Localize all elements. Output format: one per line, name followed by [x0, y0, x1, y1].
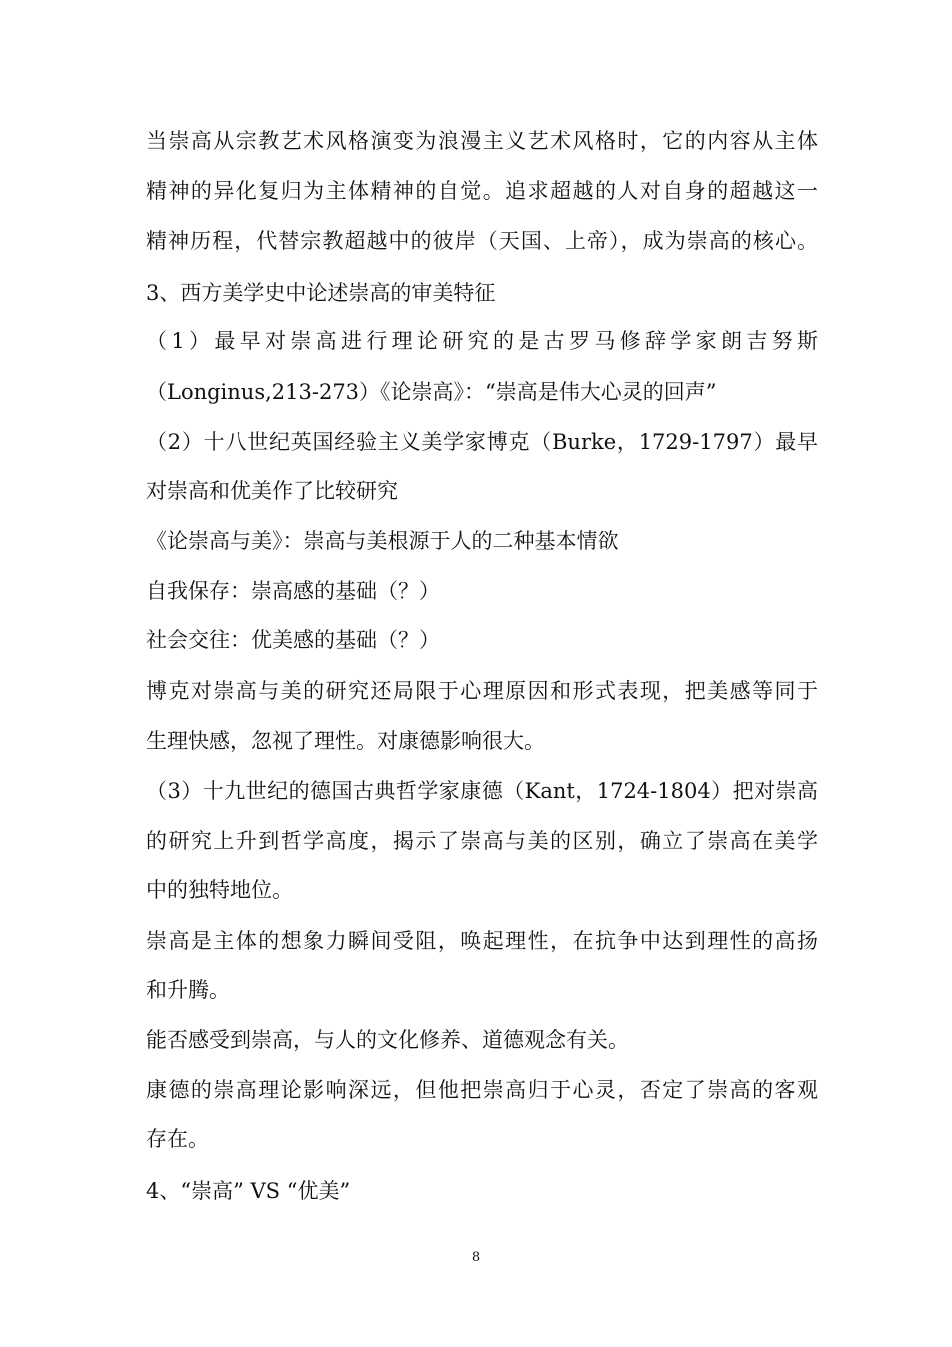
paragraph-line: 能否感受到崇高，与人的文化修养、道德观念有关。 [146, 1028, 629, 1052]
paragraph-line: 当崇高从宗教艺术风格演变为浪漫主义艺术风格时，它的内容从主体 [146, 129, 818, 153]
paragraph-line: 中的独特地位。 [146, 878, 293, 902]
paragraph-line: 存在。 [146, 1127, 209, 1151]
paragraph-line: （3）十九世纪的德国古典哲学家康德（Kant，1724-1804）把对崇高 [146, 779, 818, 803]
paragraph-line: 博克对崇高与美的研究还局限于心理原因和形式表现，把美感等同于 [146, 679, 818, 703]
paragraph-line: （2）十八世纪英国经验主义美学家博克（Burke，1729-1797）最早 [146, 430, 818, 454]
paragraph-line: 对崇高和优美作了比较研究 [146, 479, 398, 503]
paragraph-line: 崇高是主体的想象力瞬间受阻，唤起理性，在抗争中达到理性的高扬 [146, 929, 818, 953]
paragraph-line: 自我保存：崇高感的基础（？） [146, 579, 440, 603]
paragraph-line: 康德的崇高理论影响深远，但他把崇高归于心灵，否定了崇高的客观 [146, 1078, 818, 1102]
section-heading: 4、“崇高” VS “优美” [146, 1179, 351, 1203]
paragraph-line: 和升腾。 [146, 978, 230, 1002]
paragraph-line: （1）最早对崇高进行理论研究的是古罗马修辞学家朗吉努斯 [146, 329, 818, 353]
paragraph-line: 生理快感，忽视了理性。对康德影响很大。 [146, 729, 545, 753]
section-heading: 3、西方美学史中论述崇高的审美特征 [146, 281, 496, 305]
paragraph-line: 《论崇高与美》：崇高与美根源于人的二种基本情欲 [146, 529, 619, 553]
paragraph-line: 精神历程，代替宗教超越中的彼岸（天国、上帝），成为崇高的核心。 [146, 229, 818, 253]
paragraph-line: 的研究上升到哲学高度，揭示了崇高与美的区别，确立了崇高在美学 [146, 829, 818, 853]
page-number: 8 [471, 1250, 481, 1265]
paragraph-line: 社会交往：优美感的基础（？） [146, 628, 440, 652]
paragraph-line: （Longinus,213-273）《论崇高》：“崇高是伟大心灵的回声” [146, 380, 717, 404]
paragraph-line: 精神的异化复归为主体精神的自觉。追求超越的人对自身的超越这一 [146, 179, 818, 203]
